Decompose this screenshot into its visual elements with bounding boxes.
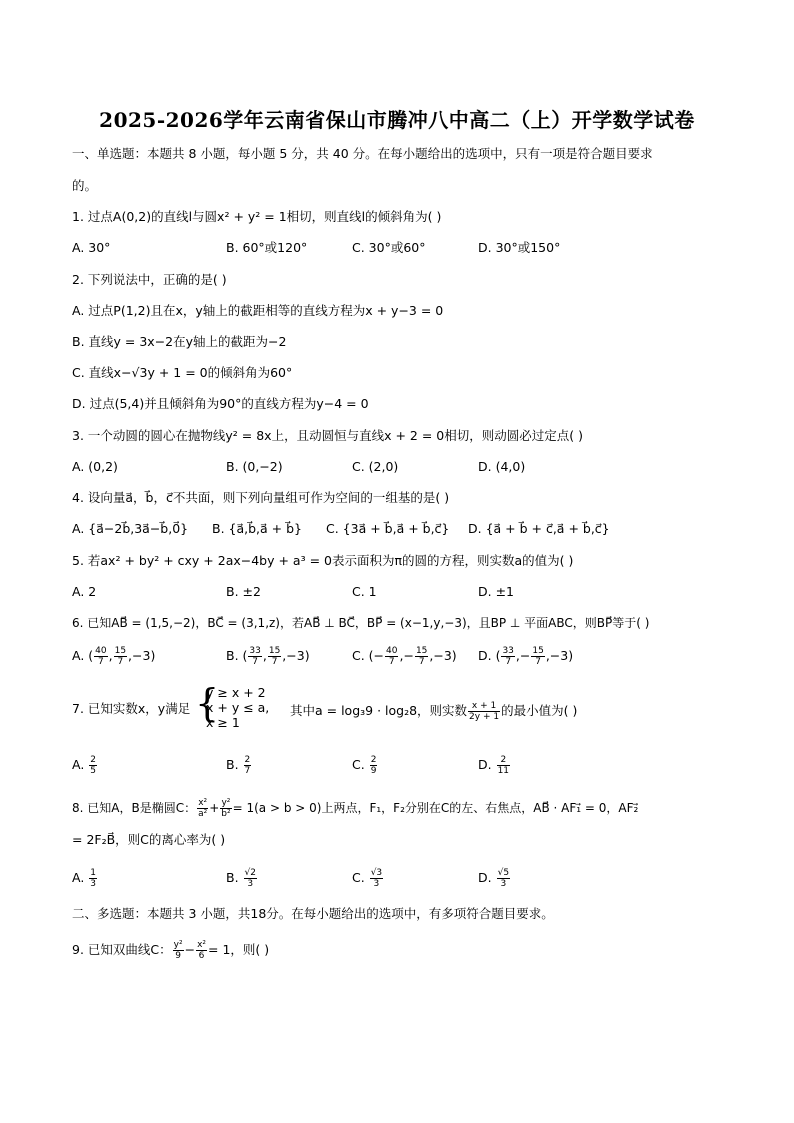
section-1-header-cont: 的。 [72,178,98,193]
question-6-option-d: D. ( $\frac{33}{7}$ ,− $\frac{15}{7}$ ,−3) [478,646,574,667]
question-6-option-c: C. (− $\frac{40}{7}$ ,− $\frac{15}{7}$ ,−3) [352,646,457,667]
question-5-option-a: A. 2 [72,584,97,599]
question-7-option-d: D. $\frac{2}{11}$ [478,755,510,776]
question-1-stem: 1. 过点A(0,2)的直线l与圆x² + y² = 1相切，则直线l的倾斜角为( ) [72,209,442,224]
question-2-option-b: B. 直线y = 3x−2在y轴上的截距为−2 [72,334,287,349]
question-7-stem-a: 7. 已知实数x，y满足 [72,701,191,716]
question-3-stem: 3. 一个动圆的圆心在抛物线y² = 8x上，且动圆恒与直线x + 2 = 0相切，则动圆必过定点( ) [72,428,583,443]
question-7-option-b: B. $\frac{2}{7}$ [226,755,251,776]
question-8-stem-cont: = 2F₂B⃗，则C的离心率为( ) [72,832,226,847]
question-7-constraint-2: x + y ≤ a, [206,700,270,715]
question-7-option-a: A. $\frac{2}{5}$ [72,755,97,776]
question-7-constraint-3: x ≥ 1 [206,715,240,730]
question-4-option-d: D. {a⃗ + b⃗ + c⃗,a⃗ + b⃗,c⃗} [468,521,610,536]
question-4-option-c: C. {3a⃗ + b⃗,a⃗ + b⃗,c⃗} [326,521,450,536]
question-3-option-c: C. (2,0) [352,459,399,474]
question-5-option-d: D. ±1 [478,584,514,599]
question-2-option-d: D. 过点(5,4)并且倾斜角为90°的直线方程为y−4 = 0 [72,396,369,411]
question-6-option-a: A. ( $\frac{40}{7}$ , $\frac{15}{7}$ ,−3) [72,646,156,667]
question-8-option-a: A. $\frac{1}{3}$ [72,868,97,889]
question-7-constraint-1: y ≥ x + 2 [206,685,266,700]
question-9-stem: 9. 已知双曲线C： $\frac{\text{y²}}{9}$ − $\frac{\text{x²}}{6}$ = 1，则( ) [72,940,270,961]
page-title: 2025-2026学年云南省保山市腾冲八中高二（上）开学数学试卷 [99,108,695,132]
question-2-option-c: C. 直线x−√3y + 1 = 0的倾斜角为60° [72,365,293,380]
question-8-option-d: D. $\frac{√5}{3}$ [478,868,510,889]
question-1-option-b: B. 60°或120° [226,240,308,255]
question-5-option-b: B. ±2 [226,584,261,599]
question-2-stem: 2. 下列说法中，正确的是( ) [72,272,227,287]
question-5-stem: 5. 若ax² + by² + cxy + 2ax−4by + a³ = 0表示面积为π的圆的方程，则实数a的值为( ) [72,553,574,568]
question-5-option-c: C. 1 [352,584,377,599]
question-4-stem: 4. 设向量a⃗，b⃗，c⃗不共面，则下列向量组可作为空间的一组基的是( ) [72,490,450,505]
section-2-header: 二、多选题：本题共 3 小题，共18分。在每小题给出的选项中，有多项符合题目要求。 [72,906,554,921]
system-brace: { [195,681,220,725]
question-1-option-d: D. 30°或150° [478,240,561,255]
question-7-option-c: C. $\frac{2}{9}$ [352,755,377,776]
question-8-option-b: B. $\frac{√2}{3}$ [226,868,256,889]
question-1-option-c: C. 30°或60° [352,240,426,255]
question-4-option-b: B. {a⃗,b⃗,a⃗ + b⃗} [212,521,302,536]
question-6-option-b: B. ( $\frac{33}{7}$ , $\frac{15}{7}$ ,−3) [226,646,310,667]
question-3-option-a: A. (0,2) [72,459,118,474]
question-7-stem-b: 其中a = log₃9 · log₂8，则实数 $\frac{x + 1}{2y + 1}$ 的最小值为( ) [290,701,578,722]
question-4-option-a: A. {a⃗−2b⃗,3a⃗−b⃗,0⃗} [72,521,189,536]
question-1-option-a: A. 30° [72,240,111,255]
question-8-stem: 8. 已知A，B是椭圆C： $\frac{\text{x²}}{\text{a²}}$ + $\frac{\text{y²}}{\text{b²}}$ = 1(a > b > 0)上两点，F₁，F₂分别在C的左、右焦点，AB⃗ · AF₁⃗ = 0，AF₂⃗ [72,798,639,819]
question-8-option-c: C. $\frac{√3}{3}$ [352,868,383,889]
question-2-option-a: A. 过点P(1,2)且在x，y轴上的截距相等的直线方程为x + y−3 = 0 [72,303,444,318]
question-6-stem: 6. 已知AB⃗ = (1,5,−2)，BC⃗ = (3,1,z)，若AB⃗ ⊥ BC⃗，BP⃗ = (x−1,y,−3)，且BP ⊥ 平面ABC，则BP⃗等于( ) [72,616,650,630]
question-3-option-d: D. (4,0) [478,459,526,474]
section-1-header: 一、单选题：本题共 8 小题，每小题 5 分，共 40 分。在每小题给出的选项中，只有一项是符合题目要求 [72,146,653,161]
question-3-option-b: B. (0,−2) [226,459,283,474]
